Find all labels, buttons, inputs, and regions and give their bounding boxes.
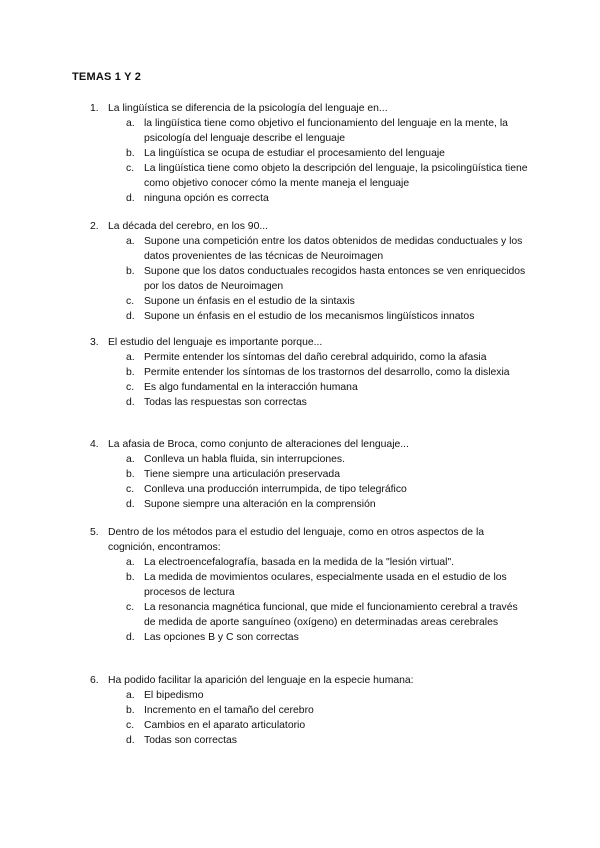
option-letter: d. — [126, 397, 135, 408]
question-stem: La lingüística se diferencia de la psicología del lenguaje en... — [108, 103, 388, 114]
option-text: Supone siempre una alteración en la comprensión — [144, 499, 376, 510]
option-a — [90, 116, 530, 146]
option-letter: a. — [126, 352, 135, 363]
option-c — [90, 482, 530, 497]
option-letter: c. — [126, 720, 135, 731]
option-b — [90, 703, 530, 718]
option-d — [90, 497, 530, 512]
option-a — [90, 688, 530, 703]
option-b — [90, 264, 530, 294]
option-text: La lingüística tiene como objeto la descripción del lenguaje, la psicolingüística tiene como objetivo conocer cómo la mente maneja el lenguaje — [144, 163, 528, 189]
option-letter: b. — [126, 266, 135, 277]
option-list — [90, 688, 530, 748]
option-letter: d. — [126, 311, 135, 322]
option-d — [90, 191, 530, 206]
question-number: 6. — [90, 675, 99, 686]
option-list — [90, 452, 530, 512]
option-text: Tiene siempre una articulación preservada — [144, 469, 340, 480]
option-letter: a. — [126, 690, 135, 701]
option-d — [90, 630, 530, 645]
option-text: La electroencefalografía, basada en la medida de la "lesión virtual". — [144, 557, 455, 568]
option-letter: c. — [126, 602, 135, 613]
option-text: Permite entender los síntomas del daño cerebral adquirido, como la afasia — [144, 352, 487, 363]
document-title: TEMAS 1 Y 2 — [72, 71, 142, 83]
option-text: Cambios en el aparato articulatorio — [144, 720, 306, 731]
question-number: 2. — [90, 221, 99, 232]
question-stem: El estudio del lenguaje es importante porque... — [108, 337, 323, 348]
question-number: 3. — [90, 337, 99, 348]
option-a — [90, 452, 530, 467]
option-list — [90, 555, 530, 645]
question-stem: La afasia de Broca, como conjunto de alteraciones del lenguaje... — [108, 439, 409, 450]
option-c — [90, 161, 530, 191]
option-c — [90, 718, 530, 733]
option-text: La lingüística se ocupa de estudiar el procesamiento del lenguaje — [144, 148, 445, 159]
option-text: la lingüística tiene como objetivo el funcionamiento del lenguaje en la mente, la psicología del lenguaje describe el lenguaje — [144, 118, 508, 144]
option-b — [90, 146, 530, 161]
option-c — [90, 294, 530, 309]
option-letter: a. — [126, 454, 135, 465]
option-text: El bipedismo — [144, 690, 204, 701]
option-a — [90, 234, 530, 264]
option-b — [90, 365, 530, 380]
option-letter: c. — [126, 296, 135, 307]
option-b — [90, 467, 530, 482]
question-number: 5. — [90, 527, 99, 538]
option-letter: c. — [126, 382, 135, 393]
option-text: Conlleva una producción interrumpida, de tipo telegráfico — [144, 484, 407, 495]
question-6 — [90, 673, 530, 748]
option-letter: a. — [126, 118, 135, 129]
option-letter: d. — [126, 735, 135, 746]
option-d — [90, 309, 530, 324]
option-text: Permite entender los síntomas de los trastornos del desarrollo, como la dislexia — [144, 367, 510, 378]
option-d — [90, 395, 530, 410]
question-number: 4. — [90, 439, 99, 450]
option-text: Conlleva un habla fluida, sin interrupciones. — [144, 454, 346, 465]
option-letter: a. — [126, 557, 135, 568]
option-letter: a. — [126, 236, 135, 247]
option-letter: b. — [126, 367, 135, 378]
option-c — [90, 600, 530, 630]
option-letter: b. — [126, 572, 135, 583]
question-1 — [90, 101, 530, 206]
option-a — [90, 555, 530, 570]
option-text: Supone una competición entre los datos obtenidos de medidas conductuales y los datos provenientes de las técnicas de Neuroimagen — [144, 236, 523, 262]
question-4 — [90, 437, 530, 512]
option-letter: d. — [126, 499, 135, 510]
question-2 — [90, 219, 530, 324]
option-text: Todas son correctas — [144, 735, 237, 746]
option-letter: c. — [126, 163, 135, 174]
option-text: Incremento en el tamaño del cerebro — [144, 705, 314, 716]
option-list — [90, 350, 530, 410]
option-letter: b. — [126, 705, 135, 716]
option-text: ninguna opción es correcta — [144, 193, 269, 204]
option-c — [90, 380, 530, 395]
question-stem: La década del cerebro, en los 90... — [108, 221, 269, 232]
option-letter: b. — [126, 469, 135, 480]
question-3 — [90, 335, 530, 410]
option-text: Es algo fundamental en la interacción humana — [144, 382, 358, 393]
option-letter: c. — [126, 484, 135, 495]
option-text: La medida de movimientos oculares, especialmente usada en el estudio de los procesos de lectura — [144, 572, 507, 598]
option-text: Supone un énfasis en el estudio de la sintaxis — [144, 296, 355, 307]
option-b — [90, 570, 530, 600]
question-stem: Ha podido facilitar la aparición del lenguaje en la especie humana: — [108, 675, 414, 686]
option-letter: b. — [126, 148, 135, 159]
option-d — [90, 733, 530, 748]
question-5 — [90, 525, 530, 645]
option-text: Supone un énfasis en el estudio de los mecanismos lingüísticos innatos — [144, 311, 475, 322]
option-list — [90, 234, 530, 324]
option-a — [90, 350, 530, 365]
question-stem: Dentro de los métodos para el estudio del lenguaje, como en otros aspectos de la cognición, encontramos: — [108, 527, 485, 553]
question-number: 1. — [90, 103, 99, 114]
option-text: Las opciones B y C son correctas — [144, 632, 299, 643]
option-text: La resonancia magnética funcional, que mide el funcionamiento cerebral a través de medida de aporte sanguíneo (oxígeno) en determinadas areas cerebrales — [144, 602, 518, 628]
option-text: Supone que los datos conductuales recogidos hasta entonces se ven enriquecidos por los datos de Neuroimagen — [144, 266, 526, 292]
option-letter: d. — [126, 193, 135, 204]
option-text: Todas las respuestas son correctas — [144, 397, 307, 408]
option-letter: d. — [126, 632, 135, 643]
option-list — [90, 116, 530, 206]
